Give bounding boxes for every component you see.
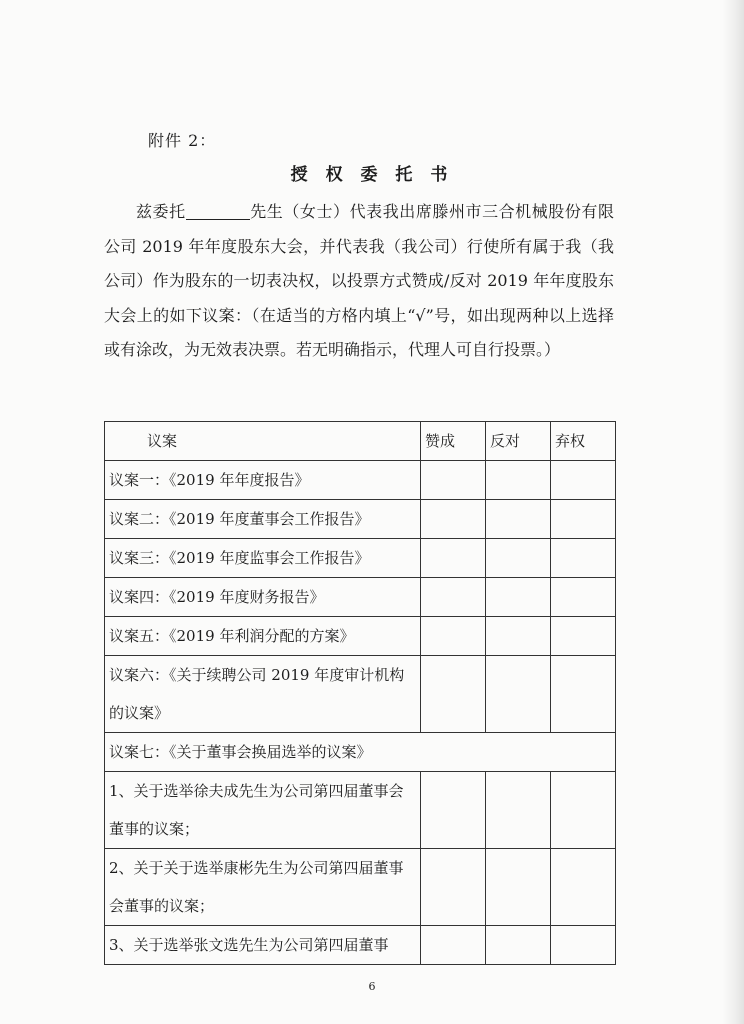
oppose-checkbox[interactable] — [486, 500, 551, 539]
table-row — [105, 656, 616, 733]
oppose-checkbox[interactable] — [486, 849, 551, 926]
proposal-cell: 议案六：《关于续聘公司 2019 年度审计机构的议案》 — [105, 656, 421, 733]
abstain-checkbox[interactable] — [551, 849, 616, 926]
proposal-cell: 议案三：《2019 年度监事会工作报告》 — [105, 539, 421, 578]
table-row — [105, 539, 616, 578]
oppose-checkbox[interactable] — [486, 772, 551, 849]
abstain-checkbox[interactable] — [551, 578, 616, 617]
header-abstain: 弃权 — [551, 422, 616, 461]
approve-checkbox[interactable] — [421, 461, 486, 500]
approve-checkbox[interactable] — [421, 617, 486, 656]
abstain-checkbox[interactable] — [551, 500, 616, 539]
oppose-checkbox[interactable] — [486, 656, 551, 733]
table-row — [105, 772, 616, 849]
abstain-checkbox[interactable] — [551, 926, 616, 965]
proposal-cell: 议案五：《2019 年利润分配的方案》 — [105, 617, 421, 656]
approve-checkbox[interactable] — [421, 500, 486, 539]
table-row — [105, 500, 616, 539]
name-blank — [186, 201, 250, 220]
proposal-cell: 1、关于选举徐夫成先生为公司第四届董事会董事的议案； — [105, 772, 421, 849]
oppose-checkbox[interactable] — [486, 461, 551, 500]
table-header-row — [105, 422, 616, 461]
approve-checkbox[interactable] — [421, 539, 486, 578]
paragraph-lead: 兹委托 — [136, 202, 186, 221]
oppose-checkbox[interactable] — [486, 539, 551, 578]
oppose-checkbox[interactable] — [486, 617, 551, 656]
proposal-section-cell: 议案七：《关于董事会换届选举的议案》 — [105, 733, 616, 772]
proposal-cell: 议案四：《2019 年度财务报告》 — [105, 578, 421, 617]
header-proposal: 议案 — [105, 422, 421, 461]
proposal-cell: 议案二：《2019 年度董事会工作报告》 — [105, 500, 421, 539]
table-row — [105, 926, 616, 965]
table-section-row — [105, 733, 616, 772]
document-title: 授 权 委 托 书 — [290, 165, 454, 185]
table-row — [105, 849, 616, 926]
attachment-label: 附件 2： — [148, 131, 217, 150]
oppose-checkbox[interactable] — [486, 578, 551, 617]
proposal-cell: 3、关于选举张文选先生为公司第四届董事 — [105, 926, 421, 965]
approve-checkbox[interactable] — [421, 772, 486, 849]
header-approve: 赞成 — [421, 422, 486, 461]
proposal-cell: 议案一：《2019 年年度报告》 — [105, 461, 421, 500]
abstain-checkbox[interactable] — [551, 656, 616, 733]
abstain-checkbox[interactable] — [551, 539, 616, 578]
table-row — [105, 617, 616, 656]
approve-checkbox[interactable] — [421, 656, 486, 733]
table-row — [105, 461, 616, 500]
header-oppose: 反对 — [486, 422, 551, 461]
voting-table — [104, 421, 616, 965]
page-number: 6 — [368, 980, 376, 993]
abstain-checkbox[interactable] — [551, 772, 616, 849]
scan-edge-shadow — [722, 0, 744, 1024]
approve-checkbox[interactable] — [421, 578, 486, 617]
oppose-checkbox[interactable] — [486, 926, 551, 965]
table-row — [105, 578, 616, 617]
paragraph-text — [104, 195, 614, 368]
proposal-cell: 2、关于关于选举康彬先生为公司第四届董事会董事的议案； — [105, 849, 421, 926]
paragraph-body: 先生（女士）代表我出席滕州市三合机械股份有限公司 2019 年年度股东大会，并代表我（我公司）行使所有属于我（我公司）作为股东的一切表决权，以投票方式赞成/反对 2019 年年度股东大会上的如下议案：（在适当的方格内填上“√”号，如出现两种以上选择或有涂改，为无效表决票。若无明确指示，代理人可自行投票。） — [104, 202, 614, 359]
approve-checkbox[interactable] — [421, 849, 486, 926]
abstain-checkbox[interactable] — [551, 617, 616, 656]
authorization-paragraph — [104, 195, 614, 368]
abstain-checkbox[interactable] — [551, 461, 616, 500]
approve-checkbox[interactable] — [421, 926, 486, 965]
